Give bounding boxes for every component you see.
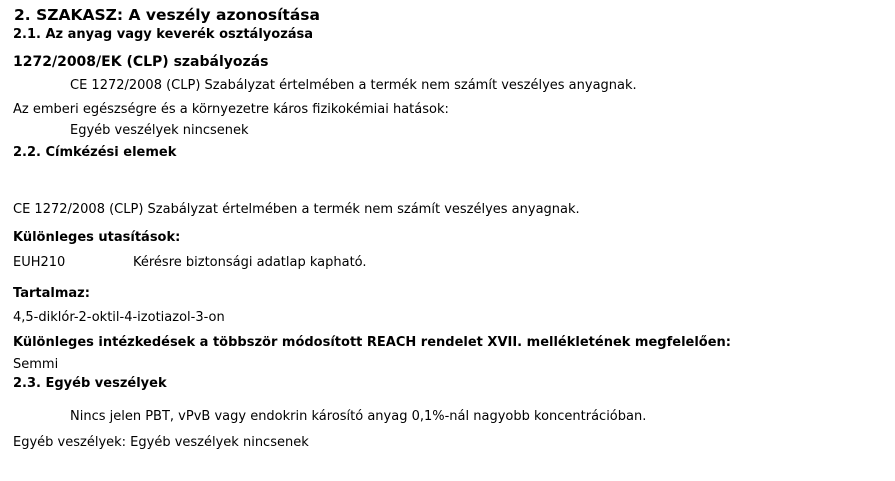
euh-code: EUH210 [13, 255, 66, 270]
clp-regulation-heading: 1272/2008/EK (CLP) szabályozás [13, 54, 269, 70]
clp-classification-statement: CE 1272/2008 (CLP) Szabályzat értelmében a termék nem számít veszélyes anyagnak. [70, 78, 637, 93]
other-hazards-summary-line: Egyéb veszélyek: Egyéb veszélyek nincsenek [13, 435, 309, 450]
other-hazards-none-value: Egyéb veszélyek nincsenek [70, 123, 249, 138]
contains-substance-value: 4,5-diklór-2-oktil-4-izotiazol-3-on [13, 310, 225, 325]
section-2-2-heading: 2.2. Címkézési elemek [13, 145, 177, 160]
special-instructions-heading: Különleges utasítások: [13, 230, 181, 245]
labelling-clp-statement: CE 1272/2008 (CLP) Szabályzat értelmében a termék nem számít veszélyes anyagnak. [13, 202, 580, 217]
pbt-vpvb-statement: Nincs jelen PBT, vPvB vagy endokrin károsító anyag 0,1%-nál nagyobb koncentrációban. [70, 409, 647, 424]
section-2-3-heading: 2.3. Egyéb veszélyek [13, 376, 167, 391]
physicochemical-effects-label: Az emberi egészségre és a környezetre káros fizikokémiai hatások: [13, 102, 449, 117]
reach-annex-xvii-value: Semmi [13, 357, 59, 372]
section-2-title: 2. SZAKASZ: A veszély azonosítása [14, 6, 320, 24]
section-2-1-heading: 2.1. Az anyag vagy keverék osztályozása [13, 27, 314, 42]
reach-annex-xvii-heading: Különleges intézkedések a többször módosított REACH rendelet XVII. mellékletének megfelelően: [13, 335, 732, 350]
euh-statement-text: Kérésre biztonsági adatlap kapható. [133, 255, 367, 270]
contains-heading: Tartalmaz: [13, 286, 90, 301]
